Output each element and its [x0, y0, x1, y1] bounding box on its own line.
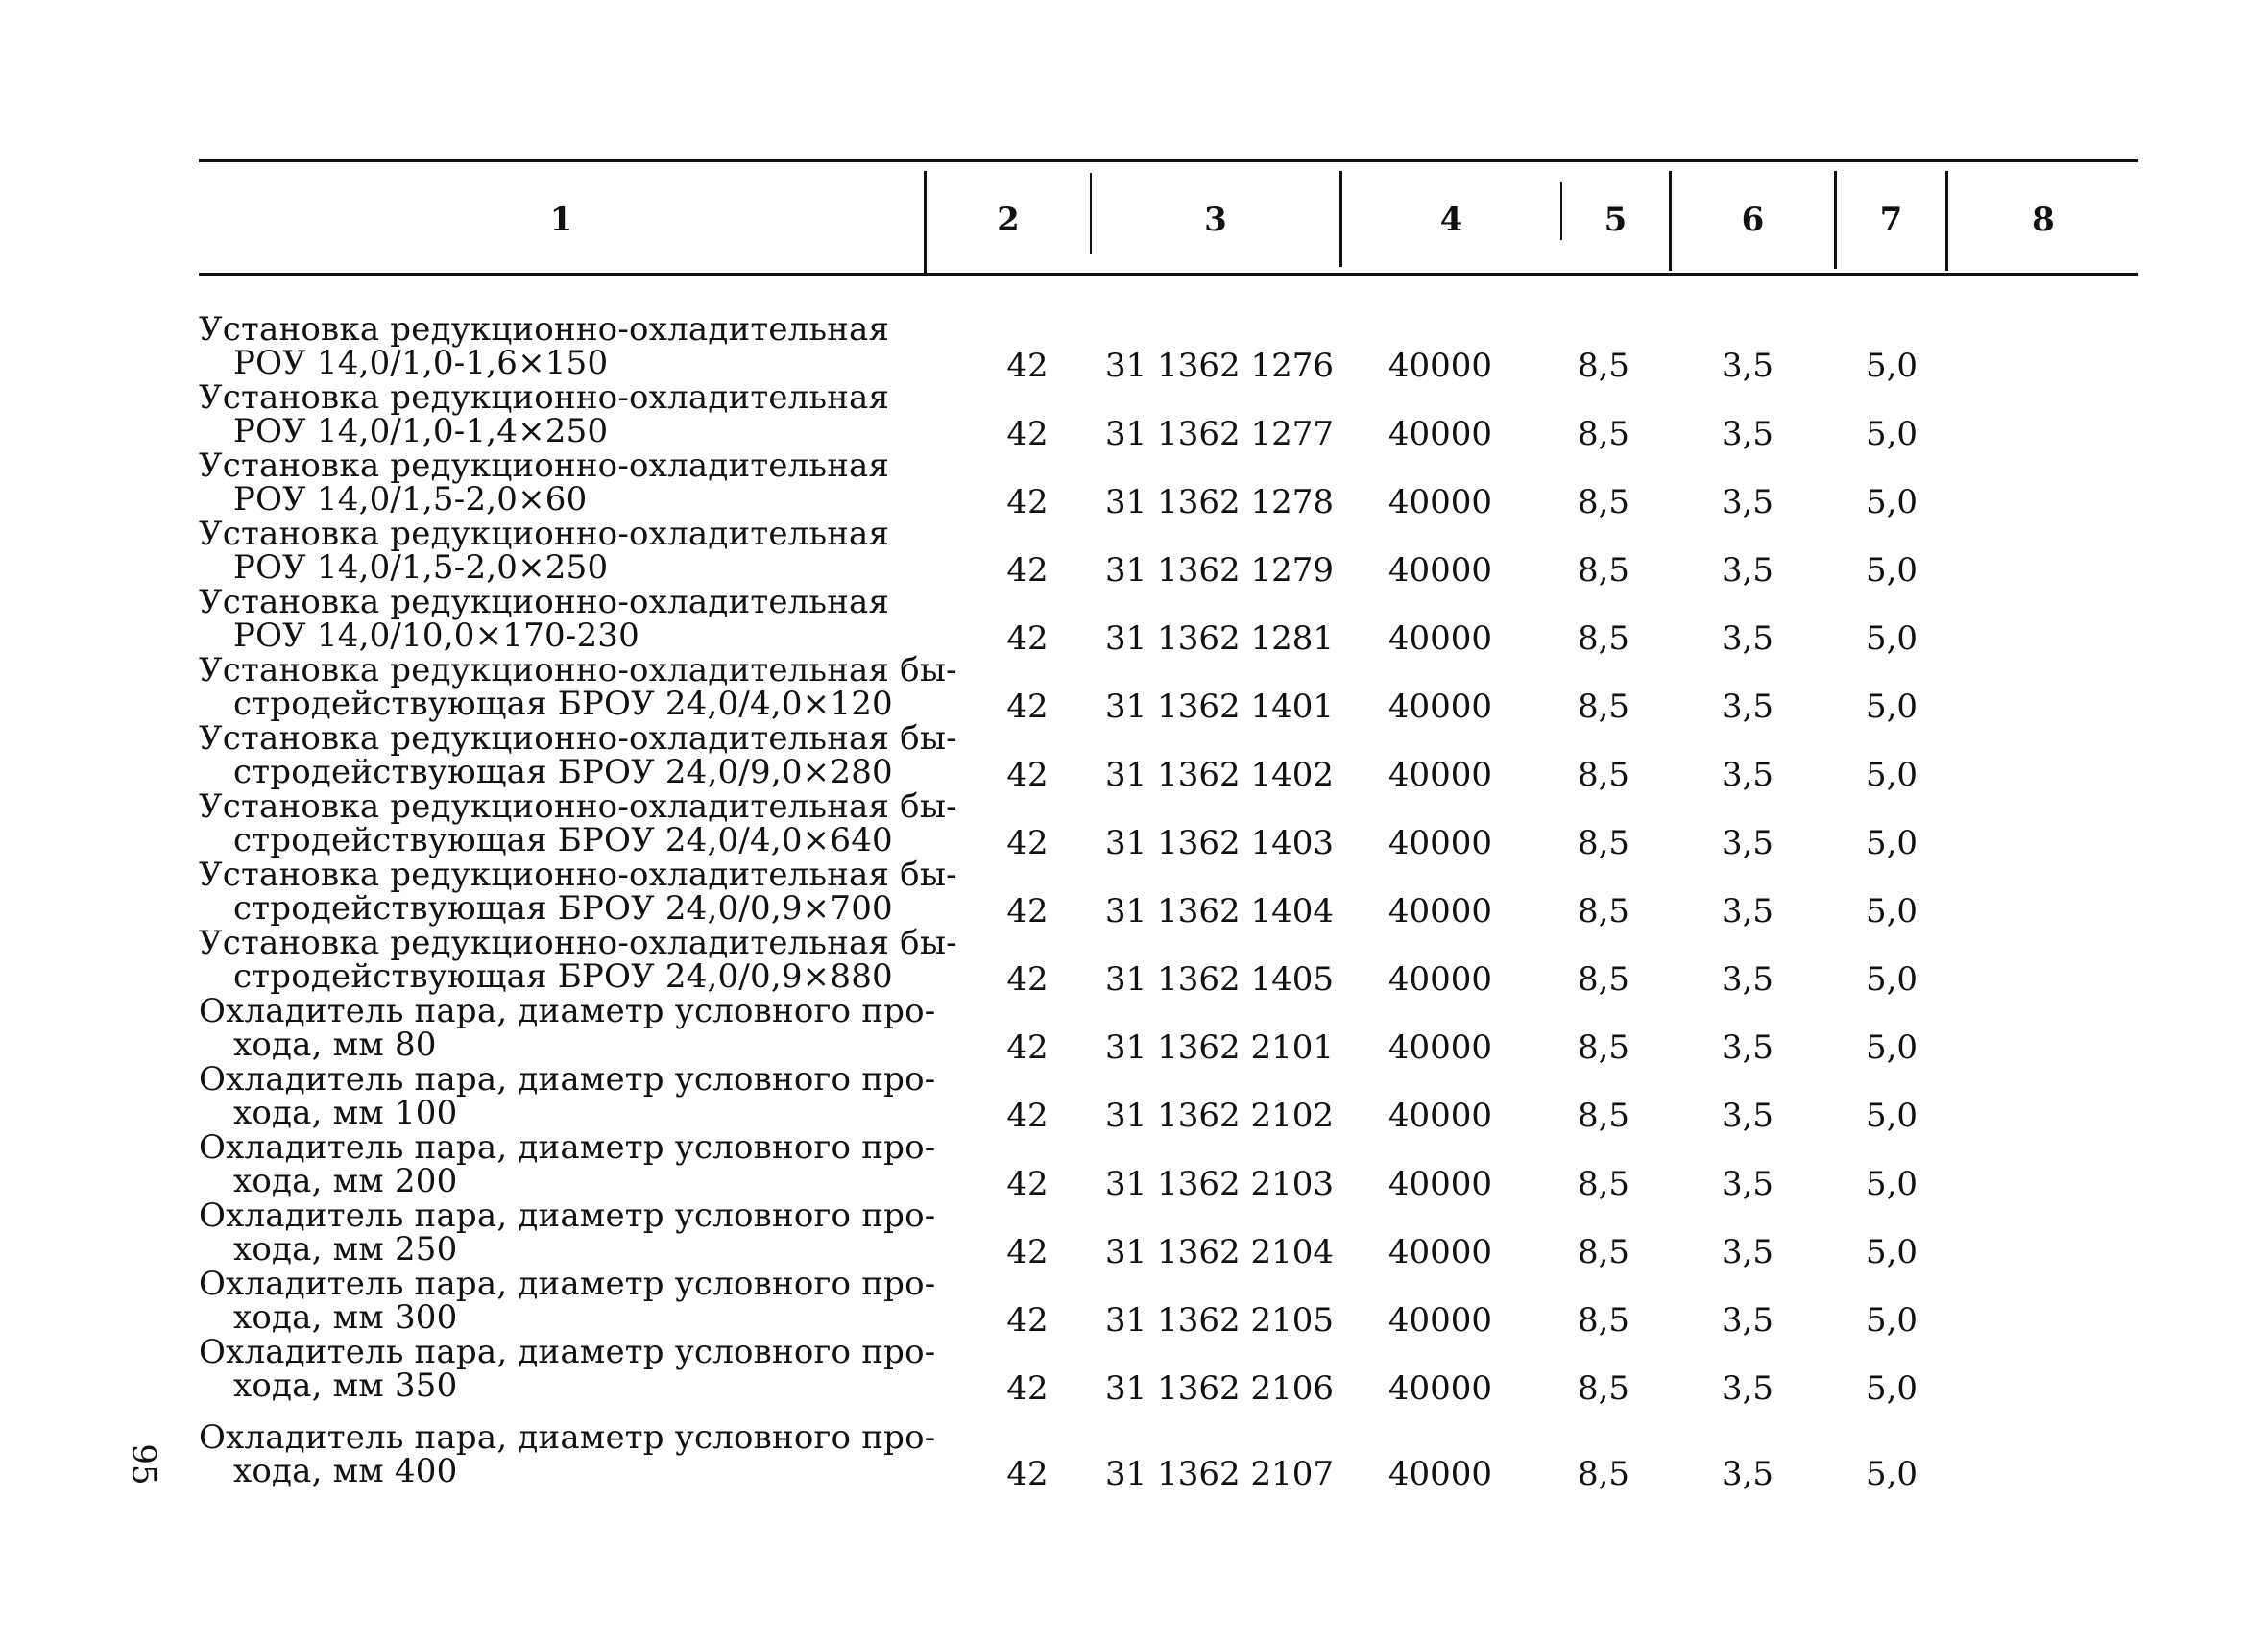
description-line-1: Охладитель пара, диаметр условного про-: [199, 1197, 936, 1235]
cell-col-6: 3,5: [1721, 1097, 1774, 1135]
cell-col-3: 31 1362 1404: [1105, 892, 1334, 931]
cell-col-5: 8,5: [1577, 1369, 1630, 1408]
description-line-1: Установка редукционно-охладительная: [199, 447, 890, 485]
cell-col-5: 8,5: [1577, 892, 1630, 931]
cell-col-2: 42: [1006, 619, 1049, 658]
description-line-2: РОУ 14,0/10,0×170-230: [233, 616, 639, 655]
cell-col-7: 5,0: [1865, 892, 1918, 931]
cell-col-7: 5,0: [1865, 619, 1918, 658]
header-col-1: 1: [549, 201, 573, 239]
description-line-2: РОУ 14,0/1,0-1,6×150: [233, 344, 609, 382]
header-col-5: 5: [1604, 201, 1628, 239]
cell-col-3: 31 1362 1405: [1105, 960, 1334, 999]
description-line-2: хода, мм 250: [233, 1230, 458, 1269]
description-line-2: хода, мм 300: [233, 1298, 458, 1337]
row-description: [199, 1128, 936, 1200]
row-description: [199, 310, 927, 382]
cell-col-2: 42: [1006, 1369, 1049, 1408]
cell-col-4: 40000: [1387, 1028, 1493, 1067]
cell-col-5: 8,5: [1577, 756, 1630, 794]
cell-col-6: 3,5: [1721, 892, 1774, 931]
page-number: 95: [124, 1443, 163, 1486]
row-description: [199, 515, 927, 587]
header-col-4: 4: [1439, 201, 1463, 239]
description-line-1: Установка редукционно-охладительная: [199, 583, 890, 621]
description-line-2: хода, мм 80: [233, 1026, 437, 1064]
cell-col-5: 8,5: [1577, 483, 1630, 521]
description-line-1: Установка редукционно-охладительная бы-: [199, 651, 957, 689]
cell-col-3: 31 1362 1278: [1105, 483, 1334, 521]
cell-col-3: 31 1362 2105: [1105, 1301, 1334, 1340]
description-line-2: хода, мм 200: [233, 1162, 458, 1200]
cell-col-7: 5,0: [1865, 1165, 1918, 1203]
description-line-2: стродействующая БРОУ 24,0/4,0×640: [233, 821, 893, 859]
cell-col-4: 40000: [1387, 824, 1493, 862]
cell-col-6: 3,5: [1721, 347, 1774, 385]
cell-col-3: 31 1362 2101: [1105, 1028, 1334, 1067]
cell-col-4: 40000: [1387, 1165, 1493, 1203]
cell-col-3: 31 1362 2106: [1105, 1369, 1334, 1408]
cell-col-6: 3,5: [1721, 688, 1774, 726]
cell-col-3: 31 1362 2107: [1105, 1455, 1334, 1493]
cell-col-3: 31 1362 2102: [1105, 1097, 1334, 1135]
cell-col-6: 3,5: [1721, 483, 1774, 521]
cell-col-6: 3,5: [1721, 619, 1774, 658]
description-line-1: Установка редукционно-охладительная бы-: [199, 719, 957, 758]
row-description: [199, 719, 957, 791]
cell-col-6: 3,5: [1721, 1028, 1774, 1067]
row-description: [199, 378, 927, 450]
header-col-6: 6: [1741, 201, 1765, 239]
row-description: [199, 1333, 936, 1405]
cell-col-2: 42: [1006, 1165, 1049, 1203]
cell-col-7: 5,0: [1865, 347, 1918, 385]
cell-col-6: 3,5: [1721, 1301, 1774, 1340]
cell-col-2: 42: [1006, 1455, 1049, 1493]
cell-col-7: 5,0: [1865, 483, 1918, 521]
cell-col-7: 5,0: [1865, 1301, 1918, 1340]
cell-col-6: 3,5: [1721, 1165, 1774, 1203]
description-line-2: хода, мм 400: [233, 1452, 458, 1490]
description-line-2: РОУ 14,0/1,5-2,0×60: [233, 480, 588, 519]
cell-col-2: 42: [1006, 415, 1049, 453]
cell-col-2: 42: [1006, 892, 1049, 931]
cell-col-7: 5,0: [1865, 1369, 1918, 1408]
description-line-2: РОУ 14,0/1,5-2,0×250: [233, 548, 609, 587]
cell-col-6: 3,5: [1721, 551, 1774, 590]
cell-col-5: 8,5: [1577, 415, 1630, 453]
cell-col-2: 42: [1006, 756, 1049, 794]
description-line-1: Установка редукционно-охладительная бы-: [199, 856, 957, 894]
table-top-rule: [199, 159, 2138, 162]
cell-col-2: 42: [1006, 1301, 1049, 1340]
cell-col-7: 5,0: [1865, 824, 1918, 862]
cell-col-3: 31 1362 1279: [1105, 551, 1334, 590]
cell-col-5: 8,5: [1577, 347, 1630, 385]
description-line-1: Установка редукционно-охладительная: [199, 378, 890, 417]
row-description: [199, 1418, 936, 1490]
cell-col-3: 31 1362 1276: [1105, 347, 1334, 385]
cell-col-3: 31 1362 1401: [1105, 688, 1334, 726]
cell-col-2: 42: [1006, 1028, 1049, 1067]
description-line-1: Охладитель пара, диаметр условного про-: [199, 1060, 936, 1099]
row-description: [199, 1265, 936, 1337]
cell-col-6: 3,5: [1721, 415, 1774, 453]
cell-col-2: 42: [1006, 1097, 1049, 1135]
cell-col-5: 8,5: [1577, 960, 1630, 999]
row-description: [199, 924, 957, 996]
cell-col-4: 40000: [1387, 1301, 1493, 1340]
row-description: [199, 856, 957, 928]
cell-col-5: 8,5: [1577, 1097, 1630, 1135]
cell-col-4: 40000: [1387, 551, 1493, 590]
cell-col-7: 5,0: [1865, 1233, 1918, 1271]
cell-col-2: 42: [1006, 960, 1049, 999]
cell-col-7: 5,0: [1865, 1097, 1918, 1135]
cell-col-7: 5,0: [1865, 1455, 1918, 1493]
cell-col-3: 31 1362 1402: [1105, 756, 1334, 794]
row-description: [199, 1060, 936, 1132]
cell-col-6: 3,5: [1721, 1455, 1774, 1493]
cell-col-5: 8,5: [1577, 1455, 1630, 1493]
cell-col-4: 40000: [1387, 619, 1493, 658]
cell-col-4: 40000: [1387, 483, 1493, 521]
cell-col-2: 42: [1006, 347, 1049, 385]
description-line-2: хода, мм 350: [233, 1366, 458, 1405]
table-header-bottom-rule: [199, 273, 2138, 276]
cell-col-7: 5,0: [1865, 415, 1918, 453]
cell-col-2: 42: [1006, 688, 1049, 726]
description-line-1: Установка редукционно-охладительная бы-: [199, 924, 957, 962]
description-line-1: Охладитель пара, диаметр условного про-: [199, 1128, 936, 1167]
cell-col-3: 31 1362 1277: [1105, 415, 1334, 453]
cell-col-3: 31 1362 1403: [1105, 824, 1334, 862]
row-description: [199, 583, 927, 655]
header-col-3: 3: [1204, 201, 1227, 239]
cell-col-2: 42: [1006, 483, 1049, 521]
cell-col-2: 42: [1006, 551, 1049, 590]
cell-col-7: 5,0: [1865, 688, 1918, 726]
cell-col-3: 31 1362 1281: [1105, 619, 1334, 658]
cell-col-6: 3,5: [1721, 756, 1774, 794]
cell-col-6: 3,5: [1721, 1369, 1774, 1408]
row-description: [199, 449, 927, 517]
cell-col-2: 42: [1006, 1233, 1049, 1271]
description-line-1: Охладитель пара, диаметр условного про-: [199, 1265, 936, 1303]
description-line-2: хода, мм 100: [233, 1094, 458, 1132]
description-line-2: стродействующая БРОУ 24,0/9,0×280: [233, 753, 893, 791]
cell-col-4: 40000: [1387, 415, 1493, 453]
cell-col-4: 40000: [1387, 1097, 1493, 1135]
description-line-1: Охладитель пара, диаметр условного про-: [199, 1418, 936, 1457]
cell-col-4: 40000: [1387, 756, 1493, 794]
cell-col-3: 31 1362 2103: [1105, 1165, 1334, 1203]
cell-col-3: 31 1362 2104: [1105, 1233, 1334, 1271]
cell-col-7: 5,0: [1865, 756, 1918, 794]
cell-col-4: 40000: [1387, 1369, 1493, 1408]
description-line-2: стродействующая БРОУ 24,0/0,9×700: [233, 889, 893, 928]
cell-col-7: 5,0: [1865, 1028, 1918, 1067]
cell-col-5: 8,5: [1577, 1028, 1630, 1067]
cell-col-5: 8,5: [1577, 551, 1630, 590]
cell-col-5: 8,5: [1577, 688, 1630, 726]
description-line-1: Установка редукционно-охладительная: [199, 310, 890, 349]
description-line-1: Установка редукционно-охладительная: [199, 515, 890, 553]
cell-col-5: 8,5: [1577, 824, 1630, 862]
cell-col-4: 40000: [1387, 1233, 1493, 1271]
row-description: [199, 651, 957, 723]
row-description: [199, 787, 957, 859]
description-line-1: Установка редукционно-охладительная бы-: [199, 787, 957, 826]
row-description: [199, 992, 936, 1064]
cell-col-6: 3,5: [1721, 1233, 1774, 1271]
description-line-2: стродействующая БРОУ 24,0/0,9×880: [233, 957, 893, 996]
cell-col-7: 5,0: [1865, 551, 1918, 590]
description-line-1: Охладитель пара, диаметр условного про-: [199, 992, 936, 1030]
cell-col-6: 3,5: [1721, 824, 1774, 862]
cell-col-5: 8,5: [1577, 1301, 1630, 1340]
description-line-1: Охладитель пара, диаметр условного про-: [199, 1333, 936, 1371]
cell-col-4: 40000: [1387, 1455, 1493, 1493]
cell-col-7: 5,0: [1865, 960, 1918, 999]
cell-col-4: 40000: [1387, 960, 1493, 999]
cell-col-5: 8,5: [1577, 1165, 1630, 1203]
cell-col-2: 42: [1006, 824, 1049, 862]
cell-col-4: 40000: [1387, 892, 1493, 931]
cell-col-6: 3,5: [1721, 960, 1774, 999]
description-line-2: РОУ 14,0/1,0-1,4×250: [233, 412, 609, 450]
cell-col-5: 8,5: [1577, 1233, 1630, 1271]
header-col-8: 8: [2032, 201, 2055, 239]
row-description: [199, 1197, 936, 1269]
cell-col-4: 40000: [1387, 688, 1493, 726]
cell-col-4: 40000: [1387, 347, 1493, 385]
header-col-7: 7: [1879, 201, 1903, 239]
description-line-2: стродействующая БРОУ 24,0/4,0×120: [233, 685, 893, 723]
header-col-2: 2: [997, 201, 1020, 239]
cell-col-5: 8,5: [1577, 619, 1630, 658]
